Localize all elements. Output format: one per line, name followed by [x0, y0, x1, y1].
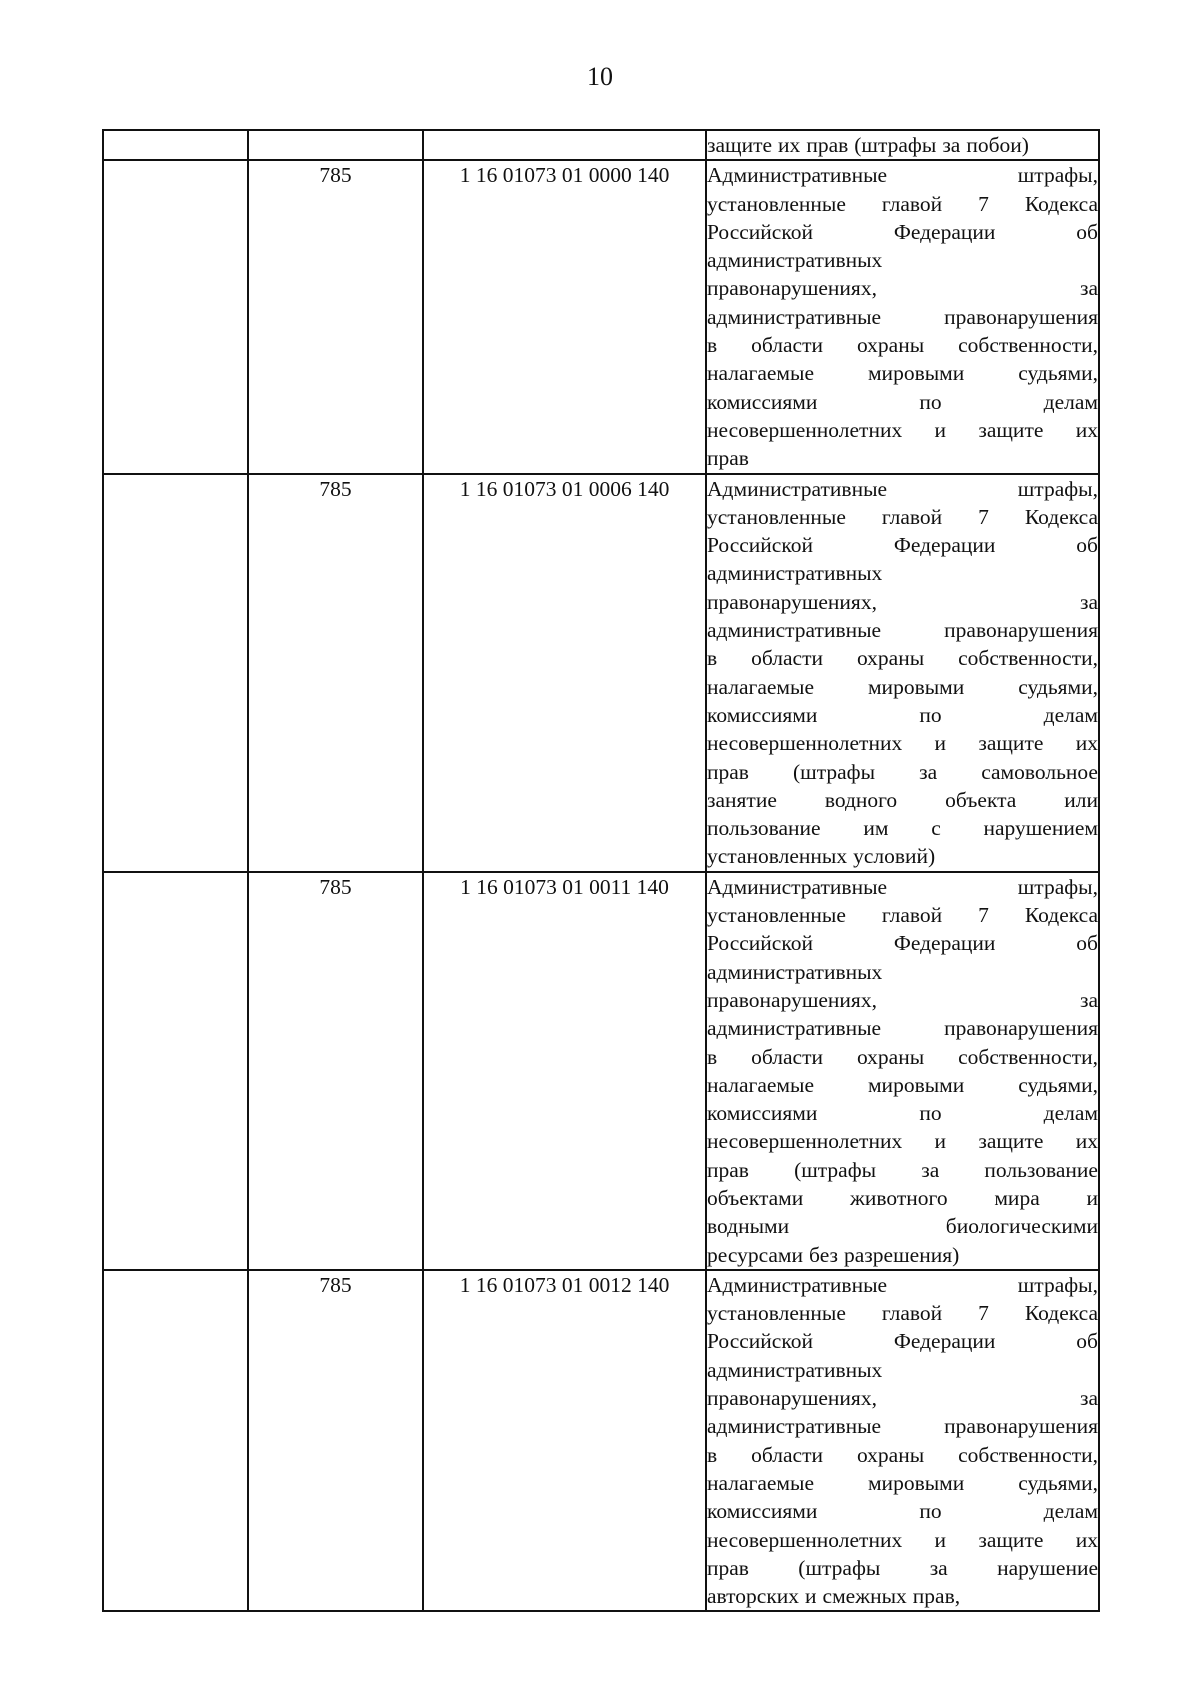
description-line: правонарушениях, за — [707, 276, 1098, 301]
description-line: административных — [707, 1357, 883, 1382]
description-line: административные правонарушения — [707, 304, 1098, 329]
description-line: налагаемые мировыми судьями, — [707, 1470, 1098, 1495]
empty-cell — [103, 872, 248, 1270]
empty-cell — [103, 474, 248, 872]
table-row-2 — [103, 474, 1099, 872]
description-line: несовершеннолетних и защите их — [707, 1527, 1098, 1552]
budget-classification-code-cell: 1 16 01073 01 0012 140 — [423, 1270, 706, 1612]
description-line: административные правонарушения — [707, 618, 1098, 643]
description-line: установленные главой 7 Кодекса — [707, 903, 1098, 928]
revenue-description-cell — [706, 160, 1099, 473]
description-line: водными биологическими — [707, 1214, 1098, 1239]
description-line: авторских и смежных прав, — [707, 1584, 961, 1609]
description-line: установленных условий) — [707, 844, 936, 869]
description-line: объектами животного мира и — [707, 1185, 1098, 1210]
description-line: налагаемые мировыми судьями, — [707, 361, 1098, 386]
table-row-4 — [103, 1270, 1099, 1612]
revenue-description-cell — [706, 872, 1099, 1270]
description-line: налагаемые мировыми судьями, — [707, 674, 1098, 699]
budget-classification-code-cell: 1 16 01073 01 0011 140 — [423, 872, 706, 1270]
budget-classification-code-cell — [423, 130, 706, 160]
description-line: Административные штрафы, — [707, 163, 1098, 188]
description-line: защите их прав (штрафы за побои) — [707, 133, 1029, 157]
description-line: Административные штрафы, — [707, 874, 1098, 899]
revenue-description-cell — [706, 1270, 1099, 1612]
description-line: несовершеннолетних и защите их — [707, 1129, 1098, 1154]
description-line: установленные главой 7 Кодекса — [707, 191, 1098, 216]
description-line: прав — [707, 446, 749, 471]
revenue-description-cell — [706, 130, 1099, 160]
description-line: административных — [707, 248, 883, 273]
revenue-description-cell — [706, 474, 1099, 872]
description-line: прав (штрафы за пользование — [707, 1157, 1098, 1182]
description-line: в области охраны собственности, — [707, 646, 1098, 671]
description-line: комиссиями по делам — [707, 702, 1098, 727]
administrator-code-cell — [248, 130, 423, 160]
table-row-1 — [103, 160, 1099, 473]
table-row-3 — [103, 872, 1099, 1270]
table-row-0 — [103, 130, 1099, 160]
description-line: административные правонарушения — [707, 1016, 1098, 1041]
administrator-code-cell: 785 — [248, 474, 423, 872]
description-line: Российской Федерации об — [707, 533, 1098, 558]
empty-cell — [103, 160, 248, 473]
budget-classification-code-cell: 1 16 01073 01 0006 140 — [423, 474, 706, 872]
description-line: в области охраны собственности, — [707, 1044, 1098, 1069]
description-line: пользование им с нарушением — [707, 816, 1098, 841]
description-line: несовершеннолетних и защите их — [707, 731, 1098, 756]
description-line: ресурсами без разрешения) — [707, 1242, 960, 1267]
empty-cell — [103, 130, 248, 160]
description-line: правонарушениях, за — [707, 1386, 1098, 1411]
description-line: прав (штрафы за нарушение — [707, 1555, 1098, 1580]
description-line: установленные главой 7 Кодекса — [707, 1301, 1098, 1326]
description-line: занятие водного объекта или — [707, 787, 1098, 812]
description-line: Административные штрафы, — [707, 476, 1098, 501]
description-line: Российской Федерации об — [707, 219, 1098, 244]
description-line: в области охраны собственности, — [707, 1442, 1098, 1467]
description-line: Административные штрафы, — [707, 1272, 1098, 1297]
page-number: 10 — [587, 62, 613, 91]
description-line: установленные главой 7 Кодекса — [707, 504, 1098, 529]
administrator-code-cell: 785 — [248, 1270, 423, 1612]
description-line: комиссиями по делам — [707, 1499, 1098, 1524]
description-line: административных — [707, 959, 883, 984]
description-line: правонарушениях, за — [707, 987, 1098, 1012]
description-line: административных — [707, 561, 883, 586]
description-line: комиссиями по делам — [707, 389, 1098, 414]
budget-classification-code-cell: 1 16 01073 01 0000 140 — [423, 160, 706, 473]
description-line: Российской Федерации об — [707, 931, 1098, 956]
description-line: прав (штрафы за самовольное — [707, 759, 1098, 784]
description-line: комиссиями по делам — [707, 1101, 1098, 1126]
description-line: налагаемые мировыми судьями, — [707, 1072, 1098, 1097]
administrator-code-cell: 785 — [248, 872, 423, 1270]
description-line: несовершеннолетних и защите их — [707, 417, 1098, 442]
description-line: административные правонарушения — [707, 1414, 1098, 1439]
revenue-codes-table — [102, 129, 1100, 1612]
administrator-code-cell: 785 — [248, 160, 423, 473]
empty-cell — [103, 1270, 248, 1612]
description-line: правонарушениях, за — [707, 589, 1098, 614]
description-line: в области охраны собственности, — [707, 333, 1098, 358]
description-line: Российской Федерации об — [707, 1329, 1098, 1354]
